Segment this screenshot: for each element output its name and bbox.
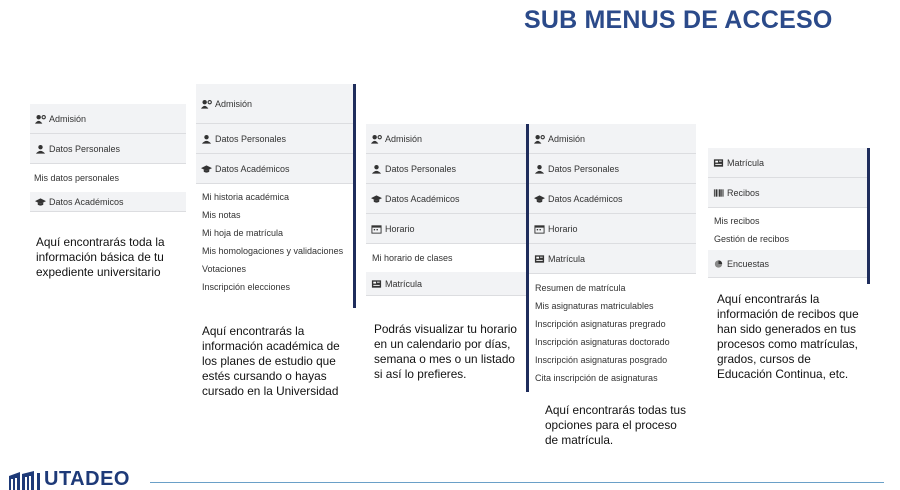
submenu-item[interactable]: Mi hoja de matrícula [202,228,284,238]
description-line: Aquí encontrarás todas tus [545,403,686,417]
pie-chart-icon [712,259,724,269]
submenu-item[interactable]: Inscripción asignaturas pregrado [535,319,666,329]
description-line: Educación Continua, etc. [717,367,849,381]
menu-item-datos-academicos[interactable] [30,192,186,212]
menu-item-admision[interactable] [529,124,696,154]
description-line: información básica de tu [36,250,164,264]
menu-item-recibos[interactable] [708,178,867,208]
calendar-icon [533,224,545,234]
description-line: cursado en la Universidad [202,384,339,398]
utadeo-emblem-icon [8,470,42,490]
submenu-item[interactable]: Resumen de matrícula [535,283,626,293]
description-line: Aquí encontrarás toda la [36,235,165,249]
menu-item-datos-personales[interactable] [366,154,526,184]
menu-item-horario[interactable] [366,214,526,244]
menu-item-datos-academicos[interactable] [366,184,526,214]
menu-item-label: Matrícula [385,278,423,289]
menu-item-admision[interactable] [366,124,526,154]
graduation-cap-icon [533,194,545,204]
description-line: opciones para el proceso [545,418,677,432]
user-icon [370,164,382,174]
menu-item-matricula[interactable] [529,244,696,274]
menu-item-datos-academicos[interactable] [529,184,696,214]
submenu-item[interactable]: Mi historia académica [202,192,290,202]
menu-panel-matricula [526,124,696,392]
description-line: grados, cursos de [717,352,811,366]
page-title: SUB MENUS DE ACCESO [524,6,833,34]
menu-panel-academicos [196,84,356,308]
menu-item-label: Matrícula [727,157,765,168]
logo-text: UTADEO [44,468,130,490]
menu-item-label: Admisión [215,98,253,109]
menu-item-label: Datos Académicos [215,163,290,174]
description-academicos [202,324,352,399]
menu-item-label: Matrícula [548,253,586,264]
menu-item-encuestas[interactable] [708,250,867,278]
calendar-icon [370,224,382,234]
menu-item-label: Datos Académicos [548,193,623,204]
description-horario [374,322,524,382]
graduation-cap-icon [370,194,382,204]
menu-item-datos-personales[interactable] [30,134,186,164]
description-personal [36,235,186,280]
submenu-item[interactable]: Mis notas [202,210,241,220]
user-icon [533,164,545,174]
register-icon [712,158,724,168]
user-gear-icon [533,134,545,144]
submenu-item-mis-datos-personales[interactable]: Mis datos personales [34,173,120,183]
graduation-cap-icon [200,164,212,174]
register-icon [370,279,382,289]
description-recibos [717,292,887,382]
menu-item-label: Admisión [385,133,423,144]
menu-item-label: Datos Personales [215,133,287,144]
menu-panel-personal [30,104,186,212]
submenu-item[interactable]: Votaciones [202,264,247,274]
menu-panel-recibos [708,148,870,284]
description-line: han sido generados en tus [717,322,857,336]
utadeo-logo [8,468,130,490]
description-line: estés cursando o hayas [202,369,327,383]
menu-item-label: Datos Académicos [385,193,460,204]
description-line: en un calendario por días, [374,337,511,351]
menu-item-label: Datos Académicos [49,196,124,207]
description-line: semana o mes o un listado [374,352,515,366]
submenu-item[interactable]: Inscripción elecciones [202,282,291,292]
description-line: expediente universitario [36,265,161,279]
user-gear-icon [200,99,212,109]
submenu-item[interactable]: Cita inscripción de asignaturas [535,373,658,383]
barcode-icon [712,188,724,198]
menu-item-label: Admisión [548,133,586,144]
menu-item-label: Horario [385,223,415,234]
menu-item-datos-academicos[interactable] [196,154,353,184]
submenu-item[interactable]: Inscripción asignaturas posgrado [535,355,668,365]
description-line: de matrícula. [545,433,614,447]
menu-item-matricula[interactable] [708,148,867,178]
description-line: procesos como matrículas, [717,337,858,351]
menu-item-label: Encuestas [727,258,770,269]
graduation-cap-icon [34,197,46,207]
footer-divider [150,482,884,483]
menu-item-horario[interactable] [529,214,696,244]
description-line: información académica de [202,339,340,353]
menu-item-label: Horario [548,223,578,234]
menu-item-label: Datos Personales [548,163,620,174]
submenu-item[interactable]: Mis recibos [714,216,760,226]
menu-item-datos-personales[interactable] [196,124,353,154]
menu-item-datos-personales[interactable] [529,154,696,184]
user-gear-icon [370,134,382,144]
description-matricula [545,403,705,448]
user-icon [34,144,46,154]
description-line: Aquí encontrarás la [202,324,305,338]
menu-item-matricula[interactable] [366,272,526,296]
description-line: información de recibos que [717,307,859,321]
menu-item-admision[interactable] [196,84,353,124]
user-gear-icon [34,114,46,124]
menu-item-label: Recibos [727,187,760,198]
menu-item-admision[interactable] [30,104,186,134]
description-line: Podrás visualizar tu horario [374,322,517,336]
submenu-item[interactable]: Mis homologaciones y validaciones [202,246,344,256]
menu-item-label: Datos Personales [49,143,121,154]
submenu-item[interactable]: Mis asignaturas matriculables [535,301,654,311]
submenu-item-mi-horario[interactable]: Mi horario de clases [372,253,453,263]
menu-item-label: Admisión [49,113,87,124]
submenu-item[interactable]: Inscripción asignaturas doctorado [535,337,670,347]
description-line: los planes de estudio que [202,354,336,368]
description-line: si así lo prefieres. [374,367,467,381]
menu-panel-horario [366,124,526,296]
description-line: Aquí encontrarás la [717,292,820,306]
menu-item-label: Datos Personales [385,163,457,174]
register-icon [533,254,545,264]
user-icon [200,134,212,144]
submenu-item[interactable]: Gestión de recibos [714,234,790,244]
